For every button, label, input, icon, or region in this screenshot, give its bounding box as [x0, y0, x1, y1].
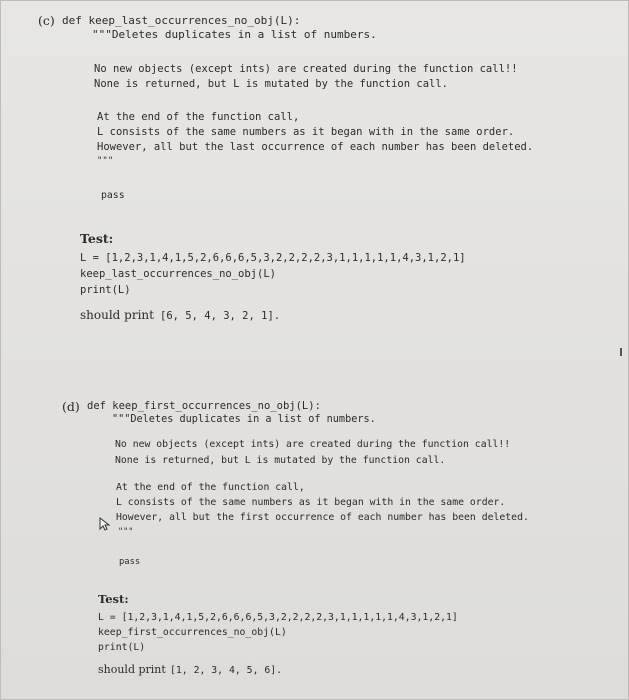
part-d-test-heading: Test:: [98, 592, 129, 606]
mouse-pointer-icon: [98, 516, 112, 530]
part-d-test-assign: L = [1,2,3,1,4,1,5,2,6,6,6,5,3,2,2,2,2,3,1,1,1,1,1,4,3,1,2,1]: [98, 612, 458, 623]
part-c-test-call: keep_last_occurrences_no_obj(L): [80, 268, 276, 280]
part-c-test-print: print(L): [80, 284, 131, 296]
part-d-doc-close: """: [118, 527, 134, 537]
part-c-para2-line2: L consists of the same numbers as it began with in the same order.: [97, 126, 515, 138]
part-c-para2-line1: At the end of the function call,: [97, 111, 300, 123]
part-c-should-print-value: [6, 5, 4, 3, 2, 1].: [160, 310, 281, 322]
part-d-should-print-label: should print: [98, 663, 166, 676]
part-c-para2-line3: However, all but the last occurrence of each number has been deleted.: [97, 141, 534, 153]
part-d-para2-line3: However, all but the first occurrence of each number has been deleted.: [116, 512, 529, 523]
part-d-label: (d): [62, 399, 80, 414]
part-d-body: pass: [119, 557, 141, 567]
part-c-signature: def keep_last_occurrences_no_obj(L):: [62, 14, 301, 27]
part-d-test-print: print(L): [98, 642, 146, 653]
part-d-para2-line1: At the end of the function call,: [116, 482, 305, 493]
part-d-should-print-value: [1, 2, 3, 4, 5, 6].: [170, 665, 283, 676]
part-d-docstring-first: """Deletes duplicates in a list of numbers.: [112, 414, 376, 425]
part-c-body: pass: [101, 190, 125, 201]
part-c-para1-line2: None is returned, but L is mutated by the function call.: [94, 78, 449, 90]
edge-mark: [620, 348, 622, 356]
part-d-para1-line1: No new objects (except ints) are created during the function call!!: [115, 439, 511, 450]
part-d-signature: def keep_first_occurrences_no_obj(L):: [87, 400, 321, 412]
part-d-para1-line2: None is returned, but L is mutated by the function call.: [115, 455, 446, 466]
part-d-test-call: keep_first_occurrences_no_obj(L): [98, 627, 287, 638]
part-c-docstring-first: """Deletes duplicates in a list of numbers.: [92, 28, 377, 41]
part-c-para1-line1: No new objects (except ints) are created during the function call!!: [94, 63, 518, 75]
part-c-should-print-label: should print: [80, 308, 154, 322]
part-c-test-heading: Test:: [80, 231, 114, 246]
part-c-test-assign: L = [1,2,3,1,4,1,5,2,6,6,6,5,3,2,2,2,2,3,1,1,1,1,1,4,3,1,2,1]: [80, 252, 466, 264]
part-c-doc-close: """: [97, 156, 114, 166]
part-c-label: (c): [38, 13, 55, 28]
part-d-para2-line2: L consists of the same numbers as it began with in the same order.: [116, 497, 506, 508]
